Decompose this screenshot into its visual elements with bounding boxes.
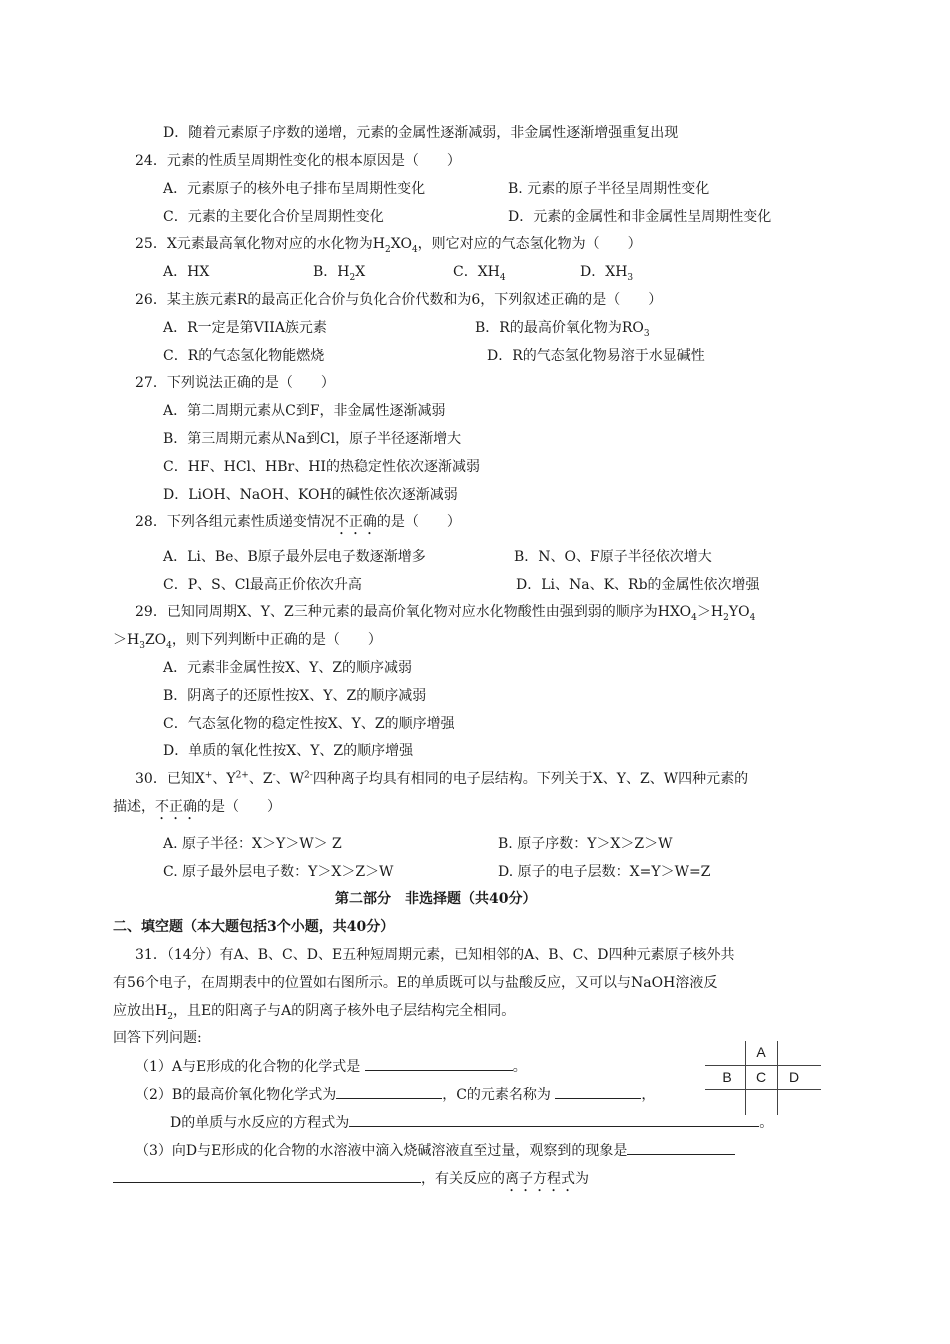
q28-option-c: C．P、S、Cl最高正价依次升高 [163,577,362,593]
q31-stem-line1: 31．（14分）有A、B、C、D、E五种短周期元素，已知相邻的A、B、C、D四种元素原子核外共 [135,947,735,963]
q31-part2-name-blank[interactable] [555,1084,641,1099]
q24-option-c: C．元素的主要化合价呈周期性变化 [163,209,384,225]
q31-part2-text-2: ，C的元素名称为 [442,1087,551,1103]
q30-text-1: 30．已知X [135,771,205,787]
q29-sub-5: 4 [166,640,172,651]
q29-text-3: YO [728,604,750,620]
q24-option-d: D．元素的金属性和非金属性呈周期性变化 [508,209,772,225]
q31-part3-text-2: ，有关反应的 [421,1171,505,1187]
q30-text-5: 四种离子均具有相同的电子层结构。下列关于X、Y、Z、W四种元素的 [312,771,749,787]
q29-text-5: ZO [144,632,167,648]
q29-option-c: C．气态氢化物的稳定性按X、Y、Z的顺序增强 [163,716,455,732]
q29-option-a: A．元素非金属性按X、Y、Z的顺序减弱 [163,660,413,676]
q30-stem-line2 [113,797,281,823]
q27-stem: 27．下列说法正确的是（ ） [135,375,335,391]
q26b-sub: 3 [643,328,650,339]
q31-part3-phenomenon-blank[interactable] [627,1140,735,1155]
q25-sub-2: 4 [411,244,418,255]
q31-part1 [135,1056,527,1077]
q31-prompt: 回答下列问题: [113,1030,202,1046]
q30-sup-2: 2+ [235,770,249,781]
q26-option-a: A．R一定是第VIIA族元素 [163,320,327,336]
q28-option-b: B．N、O、F原子半径依次增大 [514,549,712,565]
q31-part3-line2 [113,1168,589,1195]
q24-stem: 24．元素的性质呈周期性变化的根本原因是（ ） [135,153,461,169]
q29-option-b: B．阴离子的还原性按X、Y、Z的顺序减弱 [163,688,427,704]
q30-sup-3: - [272,770,276,781]
q28-option-d: D．Li、Na、K、Rb的金属性依次增强 [516,577,760,593]
q25d-sub: 3 [627,272,634,283]
q29-sub-2: 2 [723,612,729,623]
q25-stem [135,234,642,254]
q25b-sub: 2 [349,272,356,283]
q27-option-c: C．HF、HCl、HBr、HI的热稳定性依次逐渐减弱 [163,459,480,475]
q29-stem-line2 [113,630,382,650]
q31-part2-oxide-blank[interactable] [336,1084,442,1099]
q27-option-a: A．第二周期元素从C到F，非金属性逐渐减弱 [163,403,446,419]
q25d-text: D．XH [580,264,628,280]
q30-text-7: 的是（ ） [197,799,281,815]
q30-text-3: 、Z [248,771,273,787]
q28-option-a: A．Li、Be、B原子最外层电子数逐渐增多 [163,549,426,565]
q31-part3-emphasis: 离子方程式 [505,1171,575,1187]
q28-text-2: 的是（ ） [376,514,461,530]
q30-emphasis: 不正确 [155,799,197,815]
q25c-sub: 4 [499,272,506,283]
q31-part2-text-4: D的单质与水反应的方程式为 [170,1115,350,1131]
q23-option-d: D．随着元素原子序数的递增，元素的金属性逐渐减弱，非金属性逐渐增强重复出现 [163,125,679,141]
q31-part3-text-3: 为 [575,1171,589,1187]
q28-emphasis: 不正确 [334,514,377,530]
q31-part1-text: （1）A与E形成的化合物的化学式是 [135,1059,361,1075]
q31-sub: 2 [167,1011,173,1022]
cell-c: C [755,1069,767,1085]
q30-sup-1: + [204,770,213,781]
q26-option-b [475,318,650,338]
q25-option-d [580,262,633,282]
q26-option-c: C．R的气态氢化物能燃烧 [163,348,325,364]
q31-stem-line3 [113,1001,515,1021]
q31-text-1: 应放出H [113,1003,168,1019]
q25-option-b [313,262,365,282]
q25c-text: C．XH [453,264,500,280]
q30-text-6: 描述， [113,799,155,815]
q29-text-4: ＞H [113,632,140,648]
q29-text-2: ＞H [696,604,724,620]
q30-sup-4: 2- [304,770,313,781]
cell-b: B [722,1069,732,1085]
q29-option-d: D．单质的氧化性按X、Y、Z的顺序增强 [163,743,414,759]
q26-stem: 26．某主族元素R的最高正化合价与负化合价代数和为6，下列叙述正确的是（ ） [135,292,663,308]
q25-option-a: A．HX [163,264,210,280]
q25-option-c [453,262,506,282]
section-two-heading: 二、填空题（本大题包括3个小题，共40分） [113,919,395,935]
grid-line [705,1065,821,1066]
q30-option-c: C. 原子最外层电子数：Y＞X＞Z＞W [163,864,394,880]
q25-text-2: XO [390,236,412,252]
q31-part2-text-3: ， [641,1087,656,1103]
q29-text-6: ，则下列判断中正确的是（ ） [171,632,382,648]
q24-option-b: B. 元素的原子半径呈周期性变化 [508,181,710,197]
q31-stem-line2: 有56个电子，在周期表中的位置如右图所示。E的单质既可以与盐酸反应，又可以与NaOH溶液反 [113,975,718,991]
q27-option-d: D．LiOH、NaOH、KOH的碱性依次逐渐减弱 [163,487,458,503]
q31-part3 [135,1140,735,1161]
cell-a: A [756,1044,766,1060]
q30-text-4: 、W [275,771,305,787]
q25b-text-2: X [355,264,366,280]
q31-part1-end: 。 [512,1059,527,1075]
grid-line [705,1089,821,1090]
cell-d: D [788,1069,800,1085]
q25-text-1: 25．X元素最高氧化物对应的水化物为H [135,236,385,252]
q25-sub-1: 2 [385,244,391,255]
q28-stem [135,512,461,538]
q28-text-1: 28．下列各组元素性质递变情况 [135,514,335,530]
q31-part2-text-1: （2）B的最高价氧化物化学式为 [135,1087,337,1103]
periodic-position-diagram [705,1041,821,1115]
grid-line [745,1041,746,1115]
q25-text-3: ，则它对应的气态氢化物为（ ） [417,236,642,252]
q27-option-b: B．第三周期元素从Na到Cl，原子半径逐渐增大 [163,431,462,447]
q29-stem-line1 [135,602,755,622]
q29-sub-4: 3 [139,640,145,651]
q29-text-1: 29．已知同周期X、Y、Z三种元素的最高价氧化物对应水化物酸性由强到弱的顺序为HXO [135,604,692,620]
q30-option-b: B. 原子序数：Y＞X＞Z＞W [498,836,673,852]
q31-part2-end: 。 [759,1115,774,1131]
grid-line [777,1041,778,1115]
q24-option-a: A．元素原子的核外电子排布呈周期性变化 [163,181,426,197]
part-two-heading: 第二部分 非选择题（共40分） [335,891,537,907]
q31-part2-equation-blank[interactable] [349,1112,759,1127]
q30-stem-line1 [135,769,748,789]
q31-part2 [135,1084,655,1105]
q26b-text: B．R的最高价氧化物为RO [475,320,644,336]
q30-option-a: A. 原子半径：X＞Y＞W＞ Z [163,836,342,852]
q31-part2-line2 [170,1112,773,1133]
q31-text-2: ，且E的阳离子与A的阴离子核外电子层结构完全相同。 [172,1003,516,1019]
q26-option-d: D．R的气态氢化物易溶于水显碱性 [487,348,705,364]
q31-part1-answer-blank[interactable] [365,1056,513,1071]
q31-part3-text: （3）向D与E形成的化合物的水溶液中滴入烧碱溶液直至过量，观察到的现象是 [135,1143,628,1159]
q30-text-2: 、Y [212,771,236,787]
q29-sub-3: 4 [749,612,756,623]
q25b-text: B．H [313,264,350,280]
q31-part3-phenomenon-blank-2[interactable] [113,1168,421,1183]
q29-sub-1: 4 [691,612,697,623]
q30-option-d: D. 原子的电子层数：X=Y＞W=Z [498,864,711,880]
